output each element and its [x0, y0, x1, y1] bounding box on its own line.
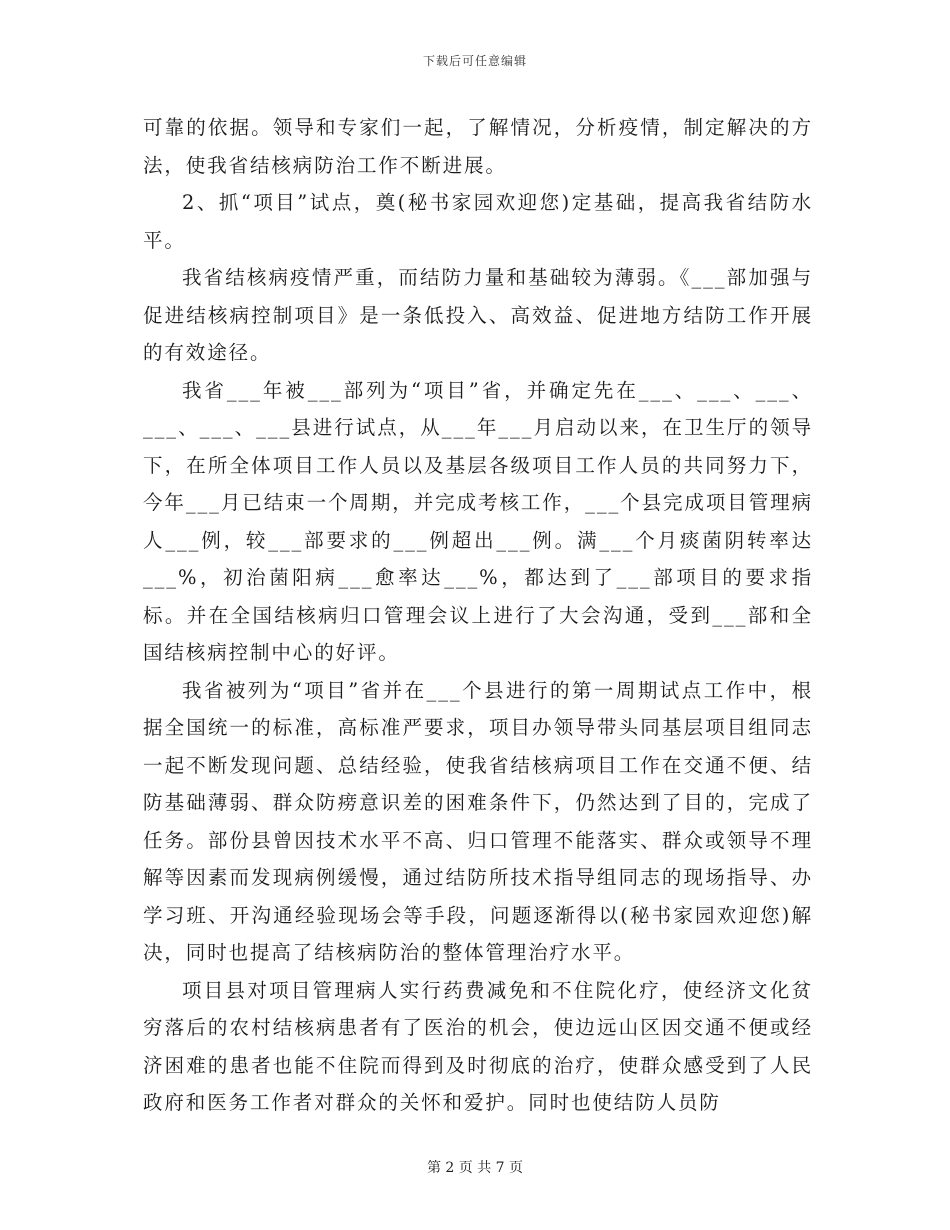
page-number: 第 2 页 共 7 页	[426, 1160, 524, 1176]
paragraph-6: 项目县对项目管理病人实行药费减免和不住院化疗，使经济文化贫穷落后的农村结核病患者有了医治的机会，使边远山区因交通不便或经济困难的患者也能不住院而得到及时彻底的治疗，使群众感受到了人民政府和医务工作者对群众的关怀和爱护。同时也使结防人员防	[143, 978, 813, 1114]
paragraph-5: 我省被列为“项目”省并在___个县进行的第一周期试点工作中，根据全国统一的标准，高标准严要求，项目办领导带头同基层项目组同志一起不断发现问题、总结经验，使我省结核病项目工作在交通不便、结防基础薄弱、群众防痨意识差的困难条件下，仍然达到了目的，完成了任务。部份县曾因技术水平不高、归口管理不能落实、群众或领导不理解等因素而发现病例缓慢，通过结防所技术指导组同志的现场指导、办学习班、开沟通经验现场会等手段，问题逐渐得以(秘书家园欢迎您)解决，同时也提高了结核病防治的整体管理治疗水平。	[143, 678, 813, 964]
document-body	[143, 109, 813, 1122]
paragraph-1: 可靠的依据。领导和专家们一起，了解情况，分析疫情，制定解决的方法，使我省结核病防治工作不断进展。	[143, 116, 813, 177]
page-header: 下载后可任意编辑	[422, 54, 527, 68]
paragraph-3: 我省结核病疫情严重，而结防力量和基础较为薄弱。《___部加强与促进结核病控制项目》是一条低投入、高效益、促进地方结防工作开展的有效途径。	[143, 266, 813, 364]
paragraph-2: 2、抓“项目”试点，奠(秘书家园欢迎您)定基础，提高我省结防水平。	[143, 191, 813, 252]
paragraph-4: 我省___年被___部列为“项目”省，并确定先在___、___、___、___、___、___县进行试点，从___年___月启动以来，在卫生厅的领导下，在所全体项目工作人员以及基层各级项目工作人员的共同努力下，今年___月已结束一个周期，并完成考核工作，___个县完成项目管理病人___例，较___部要求的___例超出___例。满___个月痰菌阴转率达___%，初治菌阳病___愈率达___%，都达到了___部项目的要求指标。并在全国结核病归口管理会议上进行了大会沟通，受到___部和全国结核病控制中心的好评。	[143, 378, 813, 664]
